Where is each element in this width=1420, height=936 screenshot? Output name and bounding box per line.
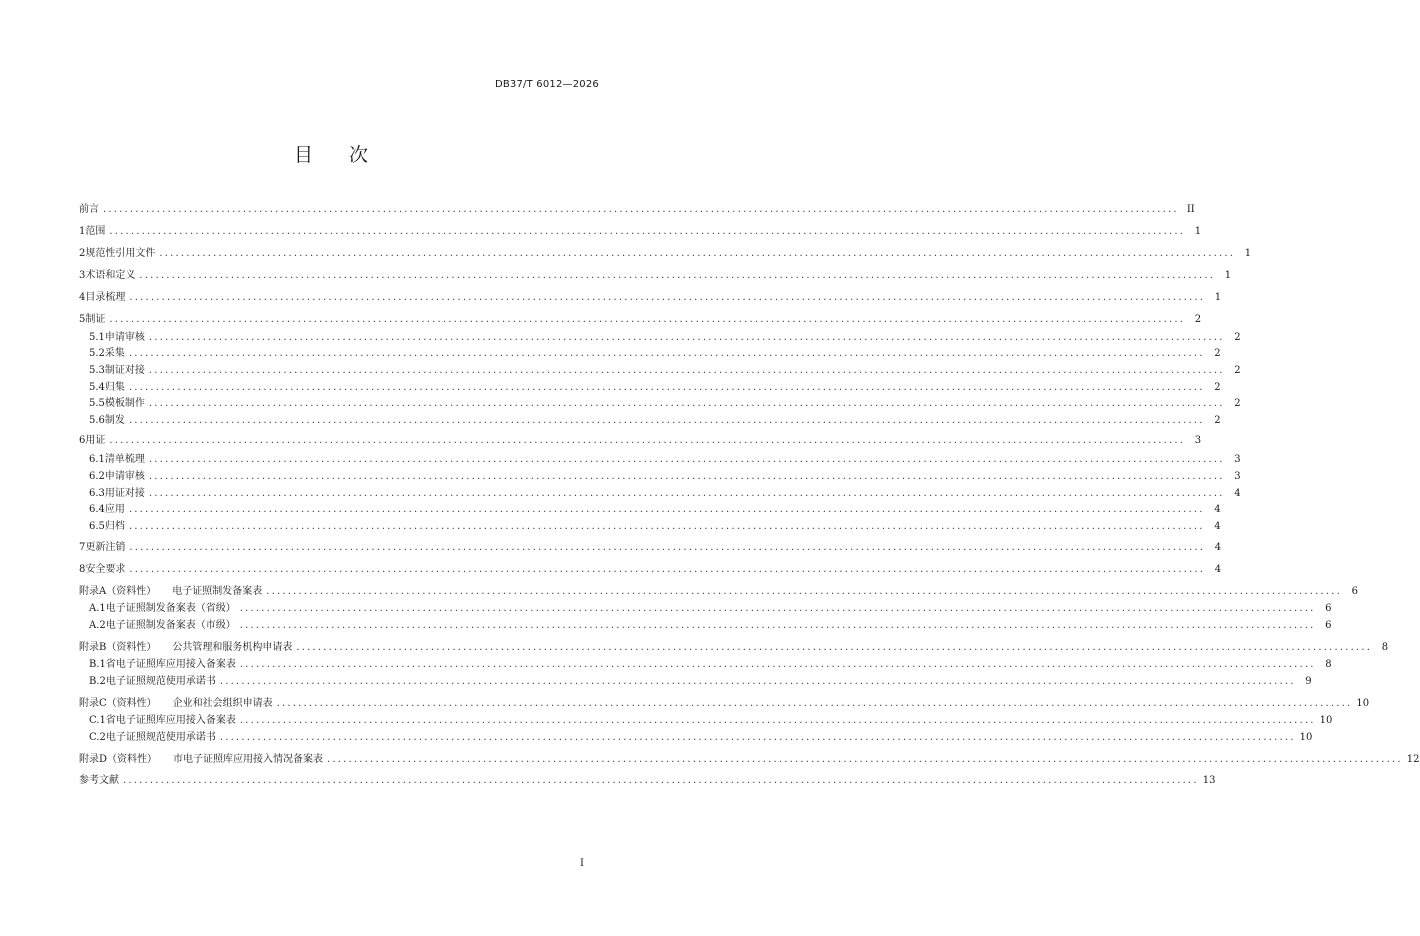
dot-leader: ........................................................................................................................................................................................................ [148, 398, 1225, 409]
toc-entry[interactable] [79, 657, 1332, 672]
toc-entry-label: 清单梳理 [104, 454, 145, 465]
toc-entry-page: 2 [1234, 398, 1241, 409]
toc-entry-label: 市电子证照库应用接入情况备案表 [173, 754, 324, 765]
toc-entry[interactable] [79, 290, 1222, 305]
dot-leader: ........................................................................................................................................................................................................ [109, 435, 1186, 446]
dot-leader: ........................................................................................................................................................................................................ [129, 542, 1206, 553]
toc-entry-page: 4 [1234, 488, 1241, 499]
toc-entry[interactable] [79, 618, 1332, 633]
toc-entry-number: A.1 [89, 603, 106, 614]
toc-entry[interactable] [79, 519, 1221, 534]
toc-entry[interactable] [79, 713, 1333, 728]
toc-entry[interactable] [79, 752, 1420, 767]
toc-entry-number: 5 [79, 314, 86, 325]
toc-entry-page: 4 [1214, 521, 1221, 532]
toc-entry-number: 7 [79, 542, 86, 553]
toc-entry[interactable] [79, 584, 1358, 599]
dot-leader: ........................................................................................................................................................................................................ [128, 504, 1205, 515]
toc-entry-number: 8 [79, 564, 86, 575]
toc-entry-page: 4 [1214, 564, 1222, 575]
toc-entry-number: 附录C（资料性） [79, 698, 157, 709]
toc-entry[interactable] [79, 674, 1312, 689]
toc-entry-label: 电子证照制发备案表（市级） [105, 620, 236, 631]
dot-leader: ........................................................................................................................................................................................................ [148, 454, 1225, 465]
dot-leader: ........................................................................................................................................................................................................ [148, 488, 1225, 499]
dot-leader: ........................................................................................................................................................................................................ [239, 659, 1316, 670]
toc-entry-number: 5.6 [89, 415, 105, 426]
toc-entry-label: 安全要求 [85, 564, 126, 575]
toc-entry[interactable] [79, 246, 1252, 261]
toc-entry-number: B.1 [89, 659, 106, 670]
toc-entry-page: 10 [1319, 715, 1333, 726]
toc-entry-number: 6.1 [89, 454, 105, 465]
toc-entry-label: 电子证照制发备案表 [172, 586, 263, 597]
toc-entry-number: 3 [79, 270, 86, 281]
toc-entry-number: 2 [79, 248, 86, 259]
toc-entry[interactable] [79, 433, 1202, 448]
toc-entry-number: 附录B（资料性） [79, 642, 157, 653]
toc-entry[interactable] [79, 346, 1221, 361]
toc-entry-number: 6 [79, 435, 86, 446]
toc-entry-page: 2 [1214, 348, 1221, 359]
toc-entry-number: A.2 [89, 620, 106, 631]
toc-entry[interactable] [79, 202, 1195, 217]
toc-entry[interactable] [79, 502, 1221, 517]
toc-entry-number: C.2 [89, 732, 106, 743]
toc-entry-page: 2 [1234, 365, 1241, 376]
toc-entry-page: 4 [1214, 504, 1221, 515]
toc-entry[interactable] [79, 486, 1241, 501]
toc-entry-page: 3 [1234, 454, 1241, 465]
dot-leader: ........................................................................................................................................................................................................ [239, 715, 1316, 726]
toc-entry-page: 6 [1351, 586, 1358, 597]
toc-entry-label: 用证 [85, 435, 106, 446]
toc-entry-label: 范围 [85, 226, 106, 237]
toc-entry-page: 3 [1234, 471, 1241, 482]
toc-entry[interactable] [79, 396, 1241, 411]
dot-leader: ........................................................................................................................................................................................................ [109, 226, 1186, 237]
toc-entry-number: 5.2 [89, 348, 105, 359]
dot-leader: ........................................................................................................................................................................................................ [148, 365, 1225, 376]
toc-entry-page: 9 [1305, 676, 1312, 687]
dot-leader: ........................................................................................................................................................................................................ [129, 564, 1206, 575]
dot-leader: ........................................................................................................................................................................................................ [128, 348, 1205, 359]
toc-entry[interactable] [79, 312, 1202, 327]
toc-entry[interactable] [79, 363, 1241, 378]
toc-entry-page: 4 [1214, 542, 1222, 553]
toc-entry[interactable] [79, 640, 1389, 655]
dot-leader: ........................................................................................................................................................................................................ [239, 603, 1316, 614]
dot-leader: ........................................................................................................................................................................................................ [139, 270, 1216, 281]
toc-entry-label: 采集 [104, 348, 125, 359]
toc-entry-label: 公共管理和服务机构申请表 [172, 642, 293, 653]
toc-entry-label: 申请审核 [104, 471, 145, 482]
toc-entry[interactable] [79, 330, 1241, 345]
toc-entry[interactable] [79, 730, 1313, 745]
toc-entry-number: 5.1 [89, 332, 105, 343]
toc-entry-page: 8 [1325, 659, 1332, 670]
toc-entry[interactable] [79, 540, 1222, 555]
dot-leader: ........................................................................................................................................................................................................ [103, 204, 1179, 215]
dot-leader: ........................................................................................................................................................................................................ [128, 415, 1205, 426]
toc-entry-number: 6.3 [89, 488, 105, 499]
document-code: DB37/T 6012—2026 [494, 79, 599, 90]
toc-entry-number: 4 [79, 292, 86, 303]
dot-leader: ........................................................................................................................................................................................................ [129, 292, 1206, 303]
toc-entry-label: 应用 [104, 504, 125, 515]
toc-entry-label: 申请审核 [104, 332, 145, 343]
dot-leader: ........................................................................................................................................................................................................ [123, 775, 1199, 786]
page-title [0, 140, 662, 167]
toc-entry-page: 3 [1194, 435, 1202, 446]
toc-entry-label: 电子证照规范使用承诺书 [105, 732, 216, 743]
toc-entry-label: 电子证照规范使用承诺书 [105, 676, 216, 687]
toc-entry-label: 省电子证照库应用接入备案表 [105, 659, 236, 670]
toc-entry[interactable] [79, 469, 1241, 484]
toc-entry-page: 10 [1299, 732, 1313, 743]
toc-entry-page: 2 [1234, 332, 1241, 343]
toc-entry-label: 用证对接 [104, 488, 145, 499]
toc-entry-number: 5.5 [89, 398, 105, 409]
toc-entry-page: 1 [1194, 226, 1202, 237]
dot-leader: ........................................................................................................................................................................................................ [219, 676, 1296, 687]
dot-leader: ........................................................................................................................................................................................................ [327, 754, 1403, 765]
page-number: I [580, 858, 584, 869]
toc-entry-label: 制发 [104, 415, 125, 426]
dot-leader: ........................................................................................................................................................................................................ [148, 332, 1225, 343]
toc-entry-page: 1 [1224, 270, 1232, 281]
dot-leader: ........................................................................................................................................................................................................ [148, 471, 1225, 482]
dot-leader: ........................................................................................................................................................................................................ [109, 314, 1186, 325]
toc-entry-page: 1 [1244, 248, 1252, 259]
toc-entry-label: 术语和定义 [85, 270, 136, 281]
toc-entry[interactable] [79, 696, 1370, 711]
toc-entry-number: 6.5 [89, 521, 105, 532]
toc-entry-page: 2 [1214, 415, 1221, 426]
toc-entry-page: 1 [1214, 292, 1222, 303]
toc-entry-label: 制证 [85, 314, 106, 325]
toc-entry[interactable] [79, 452, 1241, 467]
toc-entry-label: 规范性引用文件 [85, 248, 156, 259]
toc-entry-label: 更新注销 [85, 542, 126, 553]
toc-entry[interactable] [79, 224, 1202, 239]
title-char-1: 目 [293, 144, 313, 166]
toc-entry-label: 参考文献 [79, 775, 119, 786]
dot-leader: ........................................................................................................................................................................................................ [239, 620, 1316, 631]
toc-entry-number: 6.2 [89, 471, 105, 482]
toc-entry-label: 模板制作 [104, 398, 145, 409]
dot-leader: ........................................................................................................................................................................................................ [128, 521, 1205, 532]
toc-entry-number: 1 [79, 226, 86, 237]
toc-entry-number: 附录D（资料性） [79, 754, 158, 765]
dot-leader: ........................................................................................................................................................................................................ [219, 732, 1296, 743]
toc-entry-label: 电子证照制发备案表（省级） [105, 603, 236, 614]
toc-entry-number: 5.3 [89, 365, 105, 376]
toc-entry-number: 6.4 [89, 504, 105, 515]
toc-entry[interactable] [79, 773, 1216, 788]
toc-entry-label: 归档 [104, 521, 125, 532]
dot-leader: ........................................................................................................................................................................................................ [276, 698, 1353, 709]
toc-entry-page: 2 [1214, 382, 1221, 393]
toc-entry-number: B.2 [89, 676, 106, 687]
toc-entry-page: 13 [1202, 775, 1216, 786]
toc-entry-page: 6 [1325, 603, 1332, 614]
dot-leader: ........................................................................................................................................................................................................ [266, 586, 1342, 597]
toc-entry-number: C.1 [89, 715, 106, 726]
toc-entry-label: 目录梳理 [85, 292, 126, 303]
toc-entry-page: 12 [1406, 754, 1420, 765]
toc-entry[interactable] [79, 380, 1221, 395]
toc-entry-label: 省电子证照库应用接入备案表 [105, 715, 236, 726]
toc-entry-number: 5.4 [89, 382, 105, 393]
toc-entry-label: 制证对接 [104, 365, 145, 376]
toc-entry[interactable] [79, 562, 1222, 577]
toc-entry-number: 附录A（资料性） [79, 586, 157, 597]
toc-entry-page: II [1186, 204, 1195, 215]
toc-entry[interactable] [79, 601, 1332, 616]
dot-leader: ........................................................................................................................................................................................................ [159, 248, 1236, 259]
toc-entry-page: 8 [1381, 642, 1389, 653]
dot-leader: ........................................................................................................................................................................................................ [296, 642, 1373, 653]
toc-entry-label: 归集 [104, 382, 125, 393]
dot-leader: ........................................................................................................................................................................................................ [128, 382, 1205, 393]
toc-entry[interactable] [79, 413, 1221, 428]
toc-entry-page: 10 [1356, 698, 1370, 709]
toc-entry-label: 企业和社会组织申请表 [172, 698, 273, 709]
toc-entry[interactable] [79, 268, 1232, 283]
title-char-2: 次 [349, 144, 369, 166]
toc-entry-page: 2 [1194, 314, 1202, 325]
toc-entry-label: 前言 [79, 204, 99, 215]
toc-entry-page: 6 [1325, 620, 1332, 631]
